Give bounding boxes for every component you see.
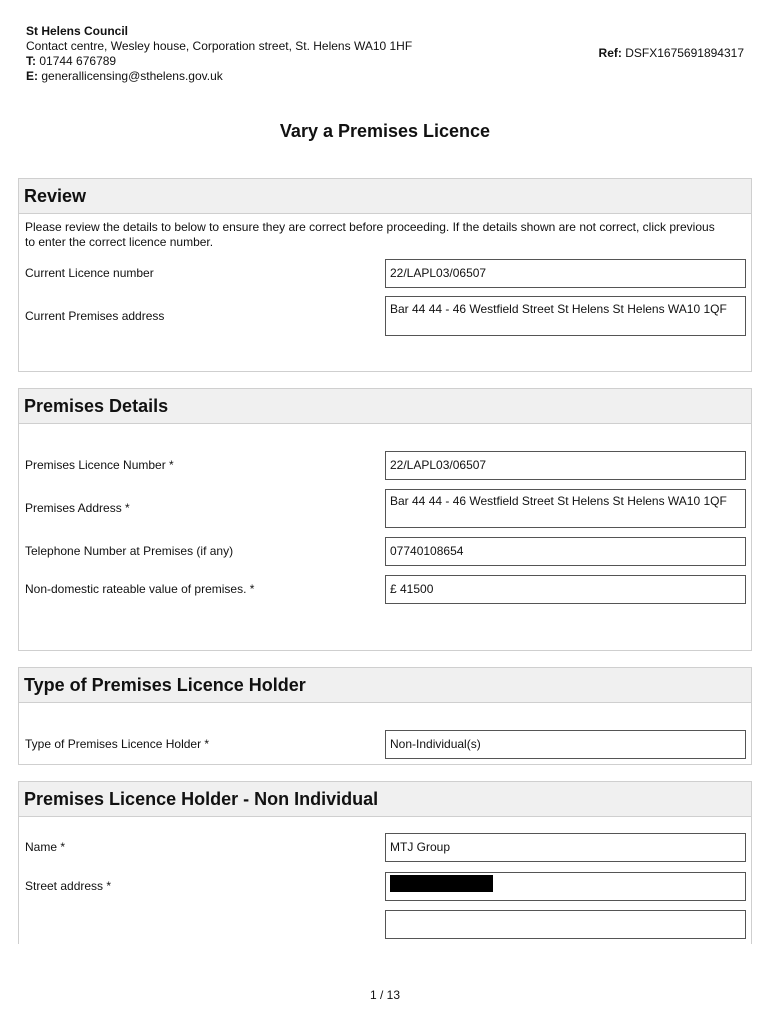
street-address-field — [385, 872, 746, 901]
current-address-label: Current Premises address — [25, 309, 165, 323]
ref-value: DSFX1675691894317 — [625, 46, 744, 60]
council-phone: 01744 676789 — [39, 54, 117, 68]
premises-licence-label: Premises Licence Number * — [25, 458, 174, 472]
council-name: St Helens Council — [26, 24, 129, 38]
review-section — [18, 178, 752, 372]
council-address: Contact centre, Wesley house, Corporation street, St. Helens WA10 1HF — [26, 39, 413, 53]
premises-licence-field: 22/LAPL03/06507 — [385, 451, 746, 480]
council-phone-line — [26, 54, 412, 69]
rateable-value-label: Non-domestic rateable value of premises. * — [25, 582, 255, 596]
premises-address-field: Bar 44 44 - 46 Westfield Street St Helens St Helens WA10 1QF — [385, 489, 746, 528]
holder-type-label: Type of Premises Licence Holder * — [25, 737, 210, 751]
premises-phone-field: 07740108654 — [385, 537, 746, 566]
review-intro: Please review the details to below to ensure they are correct before proceeding. If the details shown are not correct, click previous to enter the correct licence number. — [25, 220, 715, 249]
rateable-value-field: £ 41500 — [385, 575, 746, 604]
premises-address-label: Premises Address * — [25, 501, 130, 515]
page-number: 1 / 13 — [369, 988, 401, 1002]
holder-type-heading: Type of Premises Licence Holder — [19, 668, 751, 703]
reference — [599, 46, 744, 60]
page-title: Vary a Premises Licence — [279, 121, 491, 141]
current-address-field: Bar 44 44 - 46 Westfield Street St Helens St Helens WA10 1QF — [385, 296, 746, 336]
current-licence-label: Current Licence number — [25, 266, 154, 280]
premises-section — [18, 388, 752, 651]
holder-section — [18, 781, 752, 944]
premises-phone-label: Telephone Number at Premises (if any) — [25, 544, 234, 558]
holder-type-section — [18, 667, 752, 765]
council-email-line — [26, 69, 412, 84]
council-header — [26, 24, 412, 84]
phone-prefix: T: — [26, 54, 36, 68]
review-heading: Review — [19, 179, 751, 214]
holder-heading: Premises Licence Holder - Non Individual — [19, 782, 751, 817]
street-address-label: Street address * — [25, 879, 112, 893]
current-licence-field: 22/LAPL03/06507 — [385, 259, 746, 288]
holder-name-field: MTJ Group — [385, 833, 746, 862]
council-email: generallicensing@sthelens.gov.uk — [41, 69, 223, 83]
redaction-block — [390, 875, 493, 892]
holder-name-label: Name * — [25, 840, 66, 854]
street-address-line2-field — [385, 910, 746, 939]
holder-type-field: Non-Individual(s) — [385, 730, 746, 759]
email-prefix: E: — [26, 69, 38, 83]
premises-heading: Premises Details — [19, 389, 751, 424]
ref-label: Ref: — [598, 46, 622, 60]
